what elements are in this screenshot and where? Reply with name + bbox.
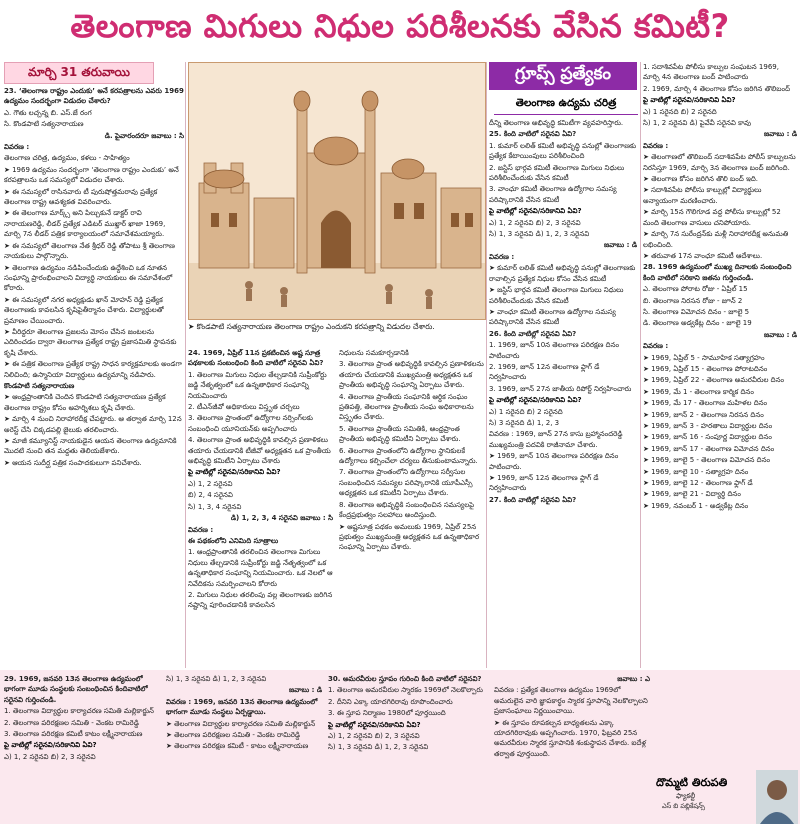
illustration-caption: ➤ కొండపాటి సత్యనారాయణ తెలంగాణ రాష్ట్రం ఎందుకని కరపత్రాన్ని విడుదల చేశారు.	[188, 322, 435, 331]
article-column-1	[4, 86, 184, 668]
col2-paragraph: డి) 1, 2, 3, 4 సరైనవి జవాబు : సి	[230, 514, 333, 523]
col2-paragraph: బి) 2, 4 సరైనవి	[188, 491, 233, 500]
b2-paragraph: ➤ తెలంగాణ పరిరక్షణ కమిటీ - కాటం లక్ష్మీనారాయణ	[166, 742, 309, 751]
b1-paragraph: 3. తెలంగాణ పరిరక్షణ కమిటీ కాటం లక్ష్మీనారాయణ	[4, 730, 143, 739]
headline: తెలంగాణ మిగులు నిధుల పరిశీలనకు వేసిన కమిటీ?	[70, 7, 730, 45]
col5-paragraph: వివరణ :	[643, 342, 669, 351]
col5-paragraph: జవాబు : డి	[764, 330, 797, 339]
bottom-column-3	[328, 674, 488, 822]
col2-paragraph: 1. ఆంధ్రప్రాంతానికి తరలించిన తెలంగాణ మిగులు నిధులు తేల్చడానికి సుప్రీంకోర్టు జడ్జి నేతృత్వంలో ఒక ఉన్నతాధికార సంఘాన్ని నియమించారు. ఒక నెలలో ఆ నివేదికను సమర్పించాలని కోరారు	[188, 548, 333, 588]
col2-paragraph: 24. 1969, ఏప్రిల్ 11న ప్రకటించిన అష్ట సూత్ర పథకాలకు సంబంధించి కింది వాటిలో సరైనవి ఏవి?	[188, 349, 324, 368]
b2-paragraph: జవాబు : డి	[289, 686, 322, 695]
col5-paragraph: ఎ) 1 సరైనది బి) 2 సరైనది	[643, 107, 717, 116]
b2-paragraph: ➤ తెలంగాణ పరిరక్షణల సమితి - వెంకట రామిరెడ్డి	[166, 731, 301, 740]
col4-paragraph: 2. 1969, జూన్ 12న తెలంగాణ ఫ్లాగ్ డే నిర్వహించారు	[489, 362, 600, 382]
col2-paragraph: సి) 1, 3, 4 సరైనవి	[188, 502, 242, 511]
col1-paragraph: 23. ‘తెలంగాణ రాష్ట్రం ఎందుకు’ అనే కరపత్రాలను ఎవరు 1969 ఉద్యమం సందర్భంగా విడుదల చేశారు?	[4, 87, 184, 106]
col4-paragraph: 1. 1969, జూన్ 10న తెలంగాణ పరిరక్షణ దినం పాటించారు	[489, 341, 620, 360]
article-column-4	[489, 118, 637, 668]
col4-paragraph: వివరణ :	[489, 252, 515, 261]
b3-paragraph: 30. అమరవీరుల స్తూపం గురించి కింది వాటిలో సరైనవి?	[328, 675, 482, 683]
b3-paragraph: పై వాటిల్లో సరైనవి/సరికానివి ఏవి?	[328, 720, 421, 729]
col1-paragraph: ➤ ఆయన సుదీర్ఘ పత్రిక సంపాదకులుగా పనిచేశారు.	[4, 458, 142, 467]
b1-paragraph: 29. 1969, జనవరి 13న తెలంగాణ ఉద్యమంలో భాగంగా మూడు సంస్థలకు సంబంధించిన కిందివాటిలో సరైనవి గుర్తించండి.	[4, 675, 148, 704]
col1-paragraph: ➤ ఆంధ్రప్రాంతానికి చెందిన కొండపాటి సత్యనారాయణ ప్రత్యేక తెలంగాణ రాష్ట్రం కోసం అహర్నిశలు కృషి చేశారు.	[4, 393, 166, 412]
continuation-tag: మార్చి 31 తరువాయి	[4, 62, 154, 84]
col4-paragraph: సి) 1, 3 సరైనవి డి) 1, 2, 3 సరైనవి	[489, 230, 590, 239]
bottom-column-4	[494, 674, 650, 822]
col5-paragraph: పై వాటిల్లో సరైనవి/సరికానివి ఏవి?	[643, 96, 736, 105]
col5-paragraph: డి. తెలంగాణ అడ్వకేట్ల దినం - జూలై 19	[643, 319, 752, 328]
author-name: దొమ్మటి తిరుపతి	[656, 776, 728, 789]
b3-paragraph: సి) 1, 3 సరైనవి డి) 1, 2, 3 సరైనవి	[328, 743, 429, 752]
col5-paragraph: జవాబు : డి	[764, 130, 797, 139]
col1-paragraph: కొండపాటి సత్యనారాయణ	[4, 381, 75, 390]
column-divider	[640, 62, 641, 668]
b3-paragraph: 1. తెలంగాణ అమరవీరుల స్మారకం 1969లో నెలకొల్పారు	[328, 686, 483, 695]
col4-paragraph: 27. కింది వాటిల్లో సరైనవి ఏవి?	[489, 495, 577, 504]
col5-paragraph: ➤ 1969, ఏప్రిల్ 15 - తెలంగాణ పోరాటదినం	[643, 364, 768, 373]
col2-paragraph: 4. తెలంగాణ ప్రాంత అభివృద్ధికి కావల్సిన ప్రణాళికలు తయారు చేయడానికి టీజీవో అధ్యక్షతన ఒక ప్రాంతీయ అభివృద్ధి కమిటీని ఏర్పాటు చేశారు	[188, 436, 331, 466]
col5-paragraph: ➤ 1969, మే 17 - తెలంగాణ మహిళల దినం	[643, 399, 768, 408]
author-photo	[756, 770, 798, 824]
col5-paragraph: ➤ 1969, నవంబర్ 1 - అడ్వకేట్ల దినం	[643, 501, 749, 510]
col4-paragraph: ➤ వాంఛూ కమిటీ తెలంగాణ ఉద్యోగాల సమస్య పరిష్కారానికి వేసిన కమిటీ	[489, 307, 616, 327]
col4-paragraph: జవాబు : డి	[604, 241, 637, 250]
col1-paragraph: ➤ ఈ సమస్యలో రాసినవారు టీ పురుషోత్తమరావు ప్రత్యేక తెలంగాణ రాష్ట్ర ఆవశ్యకత వివరించారు.	[4, 187, 158, 207]
groups-special-title: గ్రూప్స్ ప్రత్యేకం	[489, 62, 637, 90]
col1-paragraph: వివరణ :	[4, 143, 30, 152]
col5-paragraph: ➤ 1969, ఏప్రిల్ 5 - సామూహిక సత్యాగ్రహం	[643, 353, 765, 362]
movement-history-subtitle: తెలంగాణ ఉద్యమ చరిత్ర	[494, 94, 638, 115]
col4-paragraph: దీన్ని తెలంగాణ అభివృద్ధి కమిటీగా వ్యవహరిస్తారు.	[489, 119, 624, 127]
bottom-column-2	[166, 674, 322, 822]
col4-paragraph: ఎ) 1 సరైనది బి) 2 సరైనది	[489, 407, 563, 416]
col5-paragraph: ఎ. తెలంగాణ పోరాట రోజు - ఏప్రిల్ 15	[643, 285, 748, 294]
col3-paragraph: ➤ ఆష్టసూత్ర పథకం అమలుకు 1969, ఏప్రిల్ 25న ప్రభుత్వం ముఖ్యమంత్రి అధ్యక్షతన ఒక ఉన్నతాధికార సంఘాన్ని ఏర్పాటు చేశారు.	[339, 522, 480, 552]
col3-paragraph: 4. తెలంగాణ ప్రాంతీయ సంఘానికి ఆర్థిక సంఘం ప్రతిపత్తి, తెలంగాణ ప్రాంతీయ సంఘ అధికారాలను విస్తృతం చేశారు.	[339, 392, 474, 422]
col1-paragraph: ➤ ఈ సమస్యలో నగర అధ్యక్షుడు ఖాన్ మోహన్ రెడ్డి ప్రత్యేక తెలంగాణకు కావలసిన కృషిపైతీర్మానం చేశారు. విద్యార్థులతో ప్రమాణం చేయించారు.	[4, 295, 164, 325]
col5-paragraph: 28. 1969 ఉద్యమంలో ముఖ్య దినాలకు సంబంధించి కింది వాటిలో సరికాని జతను గుర్తించండి.	[643, 263, 792, 282]
article-column-2	[188, 348, 333, 668]
col2-paragraph: 1. తెలంగాణ మిగులు నిధుల తేల్చడానికి సుప్రీంకోర్టు జడ్జి నేతృత్వంలో ఒక ఉన్నతాధికార సంఘాన్ని నియమించారు	[188, 370, 327, 400]
col1-paragraph: ➤ ఈ సమస్యలో తెలంగాణ నేత శ్రీధర్ రెడ్డి తోపాటు శ్రీ తెలంగాణ నాయకులు పాల్గొన్నారు.	[4, 241, 175, 261]
col1-paragraph: ఎ. గౌతు లచ్చన్న బి. ఎస్.జే రంగ	[4, 108, 92, 117]
col5-paragraph: ➤ 1969, జూన్ 17 - తెలంగాణ విమోచన దినం	[643, 444, 775, 453]
col3-paragraph: 5. తెలంగాణ ప్రాంతీయ సమితికి, ఆంధ్రప్రాంత ప్రాంతీయ అభివృద్ధి కమిటీని ఏర్పాటు చేశారు.	[339, 424, 461, 444]
col4-paragraph: 2. జస్టిస్ భార్గవ కమిటీ తెలంగాణ మిగులు నిధులు పరిశీలించేందుకు వేసిన కమిటీ	[489, 163, 625, 183]
col2-paragraph: ఈ పథకంలోని ఎనిమిది సూత్రాలు	[188, 536, 279, 545]
col3-paragraph: 6. తెలంగాణ ప్రాంతంలోని ఉద్యోగాల స్థానికులకే ఉద్యోగాలు కల్పించేలా చర్యలు తీసుకుంటామన్నారు.	[339, 446, 478, 466]
col5-paragraph: ➤ తెలంగాణలో తొలిబంద్ సదాశివపేట పోలీస్ కాల్పులను నిరసిస్తూ 1969, మార్చి 3న తెలంగాణ బంద్ జరిగింది.	[643, 153, 796, 172]
col2-paragraph: ఎ) 1, 2 సరైనవి	[188, 479, 233, 488]
b3-paragraph: 2. దీనిని ఎక్కా యాదగిరిరావు రూపొందించారు	[328, 697, 453, 706]
col4-paragraph: ➤ జస్టిస్ భార్గవ కమిటీ తెలంగాణ మిగులు నిధులు పరిశీలించేందుకు వేసిన కమిటీ	[489, 286, 624, 305]
col1-paragraph: ➤ మాజీ కమ్యూనిస్ట్ నాయకుడైన ఆయన తెలంగాణ ఉద్యమానికి మొదటి నుంచి తన మద్దతు తెలియజేశారు.	[4, 437, 177, 456]
col4-paragraph: ఎ) 1, 2 సరైనవి బి) 2, 3 సరైనవి	[489, 218, 581, 227]
col2-paragraph: 2. మిగులు నిధుల తరలింపు వల్ల తెలంగాణకు జరిగిన నష్టాన్ని పూరించడానికి కావలసిన	[188, 590, 333, 610]
col5-paragraph: వివరణ :	[643, 141, 669, 150]
col1-paragraph: ➤ మార్చి 4 నుంచి నిరాహారదీక్ష చేపట్టారు. ఆ తర్వాత మార్చి 12న అరెస్ట్ చేసి చిక్కడపల్లి జైలుకు తరలించారు.	[4, 415, 182, 434]
col5-paragraph: ➤ 1969, జూలై 5 - తెలంగాణ విమోచన దినం	[643, 456, 771, 465]
col5-paragraph: ➤ 1969, ఏప్రిల్ 22 - తెలంగాణ అమరవీరుల దినం	[643, 376, 785, 385]
col5-paragraph: ➤ తెలంగాణ కోసం జరిగిన తొలి బంద్ ఇది.	[643, 175, 758, 184]
col5-paragraph: ➤ 1969, జూలై 21 - విద్యార్థి దినం	[643, 490, 741, 499]
col1-paragraph: ➤ వీరిద్దరూ తెలంగాణ ప్రజలను మోసం చేసిన జంటలను ఎదిరించడం ద్వారా తెలంగాణ ప్రత్యేక రాష్ట్ర ప్రజాసమితి స్థాపనకు కృషి చేశారు.	[4, 327, 177, 357]
b4-paragraph: ➤ ఈ స్తూపం రూపకల్పన బాధ్యతలను ఎక్కా యాదగిరిరావుకు అప్పగించారు. 1970, ఫిబ్రవరి 25న అమరవీరుల స్మారక స్తూపానికి శంకుస్థాపన చేశారు. ఐదేళ్ల తర్వాత పూర్తయింది.	[494, 718, 646, 758]
col5-paragraph: ➤ మార్చి 15న గౌలిగూడ వద్ద పోలీసు కాల్పుల్లో 52 మంది తెలంగాణ వాసులు చనిపోయారు.	[643, 208, 781, 227]
b1-paragraph: 1. తెలంగాణ విద్యార్థుల కార్యాచరణ సమితి మల్లికార్జున్	[4, 707, 154, 716]
col5-paragraph: ➤ 1969, జూన్ 2 - తెలంగాణ నిరసన దినం	[643, 410, 764, 419]
col1-paragraph: ➤ ఈ తెలంగాణ మార్క్స్ అని పిల్చుకునే డాక్టర్ రావి నారాయణరెడ్డి, లీడర్ ప్రత్యేక ఎడిటర్ ముఖ్తార్ ఖాజా 1969, మార్చి 7న లీడర్ పత్రిక కార్యాలయంలో సమావేశమయ్యారు.	[4, 209, 166, 239]
col5-paragraph: సి) 1, 2 సరైనవి డి) పైవేవీ సరైనవి కావు	[643, 119, 751, 128]
col3-paragraph: 8. తెలంగాణ అభివృద్ధికి సంబంధించిన సమస్యలపై కేంద్రప్రభుత్వం సలహాలు అందిస్తుంది.	[339, 500, 475, 520]
col5-paragraph: ➤ తరువాత 17న వాంఛూ కమిటీ ఆదేశాలు.	[643, 251, 763, 260]
col4-paragraph: ➤ 1969, జూన్ 10న తెలంగాణ పరిరక్షణ దినం పాటించారు.	[489, 452, 619, 471]
charminar-illustration	[188, 62, 486, 320]
col4-paragraph: వివరణ : 1969, జూన్ 27న కాసు బ్రహ్మానందరెడ్డి ముఖ్యమంత్రి పదవికి రాజీనామా చేశారు.	[489, 430, 623, 449]
col1-paragraph: ➤ 1969 ఉద్యమం సందర్భంగా ‘తెలంగాణ రాష్ట్రం ఎందుకు’ అనే కరపత్రాలను ఒక సమస్యలో విడుదల చేశారు.	[4, 165, 179, 185]
col5-paragraph: 1. సదాశివపేట పోలీసు కాల్పుల సంఘటన 1969, మార్చి 4న తెలంగాణ బంద్ పాటించారు	[643, 63, 779, 82]
col4-paragraph: ➤ 1969, జూన్ 12న తెలంగాణ ఫ్లాగ్ డే నిర్వహించారు	[489, 474, 599, 493]
col2-paragraph: పై వాటిల్లో సరైనవి/సరికానివి ఏవి?	[188, 468, 281, 477]
b4-paragraph: జవాబు : ఎ	[617, 675, 650, 683]
col4-paragraph: పై వాటిల్లో సరైనవి/సరికానివి ఏవి?	[489, 396, 582, 405]
col4-paragraph: సి) 3 సరైనది డి) 1, 2, 3	[489, 418, 560, 427]
col2-paragraph: 2. టీఎన్‌జీవో అధికారులు విస్తృత చర్చలు	[188, 403, 300, 412]
article-column-5	[643, 62, 797, 668]
column-divider	[185, 62, 186, 668]
col5-paragraph: ➤ 1969, జూలై 10 - సత్యాగ్రహ దినం	[643, 467, 749, 476]
col5-paragraph: సి. తెలంగాణ విమోచన దినం - జూలై 5	[643, 307, 750, 316]
col4-paragraph: 26. కింది వాటిల్లో సరైనవి ఏవి?	[489, 329, 577, 338]
b1-paragraph: పై వాటిల్లో సరైనవి/సరికానివి ఏవి?	[4, 741, 97, 750]
col2-paragraph: 3. తెలంగాణ ప్రాంతంలో ఉద్యోగాల నర్సింగ్‌లకు సంబంధించి యూనియన్‌కు అప్పగించారు	[188, 414, 313, 433]
col2-paragraph: వివరణ :	[188, 525, 214, 534]
b3-paragraph: ఎ) 1, 2 సరైనవి బి) 2, 3 సరైనవి	[328, 732, 420, 741]
col5-paragraph: ➤ 1969, జూన్ 3 - హరతాలు విద్యార్థుల దినం	[643, 422, 773, 430]
col5-paragraph: ➤ సదాశివపేట పోలీసు కాల్పుల్లో విద్యార్థులు అన్యాయంగా మరణించారు.	[643, 186, 762, 205]
col3-paragraph: 7. తెలంగాణ ప్రాంతంలోని ఉద్యోగాలు సర్వీసుల సంబంధించిన సమస్యల పరిష్కారానికి యూపీఎస్సీ అధ్యక్షతన ఒక కమిటీని ఏర్పాటు చేశారు.	[339, 468, 473, 498]
article-column-3	[339, 348, 484, 668]
col4-paragraph: ➤ కుమార్ లలిత్ కమిటీ అభివృద్ధి పనుల్లో తెలంగాణకు రావాల్సిన ప్రత్యేక నిధుల కోసం వేసిన కమిటీ	[489, 264, 636, 283]
b2-paragraph: ➤ తెలంగాణ విద్యార్థుల కార్యాచరణ సమితి మల్లికార్జున్	[166, 719, 316, 728]
col5-paragraph: ➤ 1969, జూలై 12 - తెలంగాణ ఫ్లాగ్ డే	[643, 479, 753, 488]
col1-paragraph: ➤ తెలంగాణ ఉద్యమం నడిపించేందుకు ఉద్దేశించి ఒక నూతన సంఘాన్ని ప్రారంభించాలని విద్యార్థి నాయకులు ఈ సమావేశంలో కోరారు.	[4, 263, 173, 293]
col5-paragraph: ➤ 1969, జూన్ 16 - సంపూర్ణ విద్యార్థుల దినం	[643, 433, 772, 442]
col4-paragraph: పై వాటిల్లో సరైనవి/సరికానివి ఏవి?	[489, 207, 582, 216]
column-divider	[486, 62, 487, 668]
bottom-column-1	[4, 674, 160, 822]
col5-paragraph: ➤ 1969, మే 1 - తెలంగాణ కార్మిక దినం	[643, 387, 754, 396]
b2-paragraph: వివరణ : 1969, జనవరి 13న తెలంగాణ ఉద్యమంలో భాగంగా మూడు సంస్థలు ఏర్పడ్డాయి.	[166, 697, 318, 717]
b3-paragraph: 3. ఈ స్తూప నిర్మాణం 1980లో పూర్తయింది	[328, 709, 446, 718]
col5-paragraph: 2. 1969, మార్చి 4 తెలంగాణ కోసం జరిగిన తొలిబంద్	[643, 84, 791, 93]
b1-paragraph: ఎ) 1, 2 సరైనవి బి) 2, 3 సరైనవి	[4, 752, 96, 761]
b2-paragraph: సి) 1, 3 సరైనవి డి) 1, 2, 3 సరైనవి	[166, 675, 267, 683]
col4-paragraph: 1. కుమార్ లలిత్ కమిటీ అభివృద్ధి పనుల్లో తెలంగాణకు ప్రత్యేక కేటాయింపులు పరిశీలించింది	[489, 141, 637, 161]
col1-paragraph: ➤ ఈ పత్రిక తెలంగాణ ప్రత్యేక రాష్ట్ర సాధన కార్యక్రమాలకు అండగా నిలిచింది; ఉస్మానియా విద్యార్థులు ఉద్యమాన్ని నడిపారు.	[4, 360, 182, 379]
col4-paragraph: 3. వాంఛూ కమిటీ తెలంగాణ ఉద్యోగాల సమస్య పరిష్కారానికి వేసిన కమిటీ	[489, 185, 617, 204]
col5-paragraph: ➤ మార్చి 7న సురేంద్రన్‌కు మళ్లీ నిరాహారదీక్ష అనుమతి లభించింది.	[643, 230, 789, 249]
author-org: ఎస్ బి పబ్లికేషన్స్	[662, 802, 705, 810]
author-block	[656, 770, 800, 824]
b4-paragraph: వివరణ : ప్రత్యేక తెలంగాణ ఉద్యమం 1969లో అమరులైన వారి జ్ఞాపకార్థం స్మారక స్తూపాన్ని నెలకొల్పాలని ప్రజాసంఘాలు నిర్ణయించాయి.	[494, 686, 648, 716]
col1-paragraph: సి. కొండపాటి సత్యనారాయణ	[4, 120, 84, 129]
col4-paragraph: 25. కింది వాటిలో సరైనవి ఏవి?	[489, 130, 577, 139]
col1-paragraph: డి. పైవారందరూ జవాబు : సి	[104, 131, 184, 140]
col1-paragraph: తెలంగాణ చరిత్ర, ఉద్యమం, కళలు - సాహిత్యం	[4, 154, 130, 163]
col3-paragraph: నిధులను సమకూర్చడానికి	[339, 349, 409, 357]
author-role: ఫ్యాకల్టీ	[676, 792, 696, 800]
col3-paragraph: 3. తెలంగాణ ప్రాంత అభివృద్ధికి కావల్సిన ప్రణాళికలను తయారు చేయడానికి ముఖ్యమంత్రి అధ్యక్షతన ఒక ప్రాంతీయ అభివృద్ధి సంఘాన్ని ఏర్పాటు చేశారు.	[339, 360, 484, 390]
col4-paragraph: 3. 1969, జూన్ 27న జాతీయ రిపోర్ట్ నిర్వహించారు	[489, 384, 632, 393]
col5-paragraph: బి. తెలంగాణ నిరసన రోజు - జూన్ 2	[643, 296, 743, 305]
b1-paragraph: 2. తెలంగాణ పరిరక్షణల సమితి - వెంకట రామిరెడ్డి	[4, 718, 139, 727]
